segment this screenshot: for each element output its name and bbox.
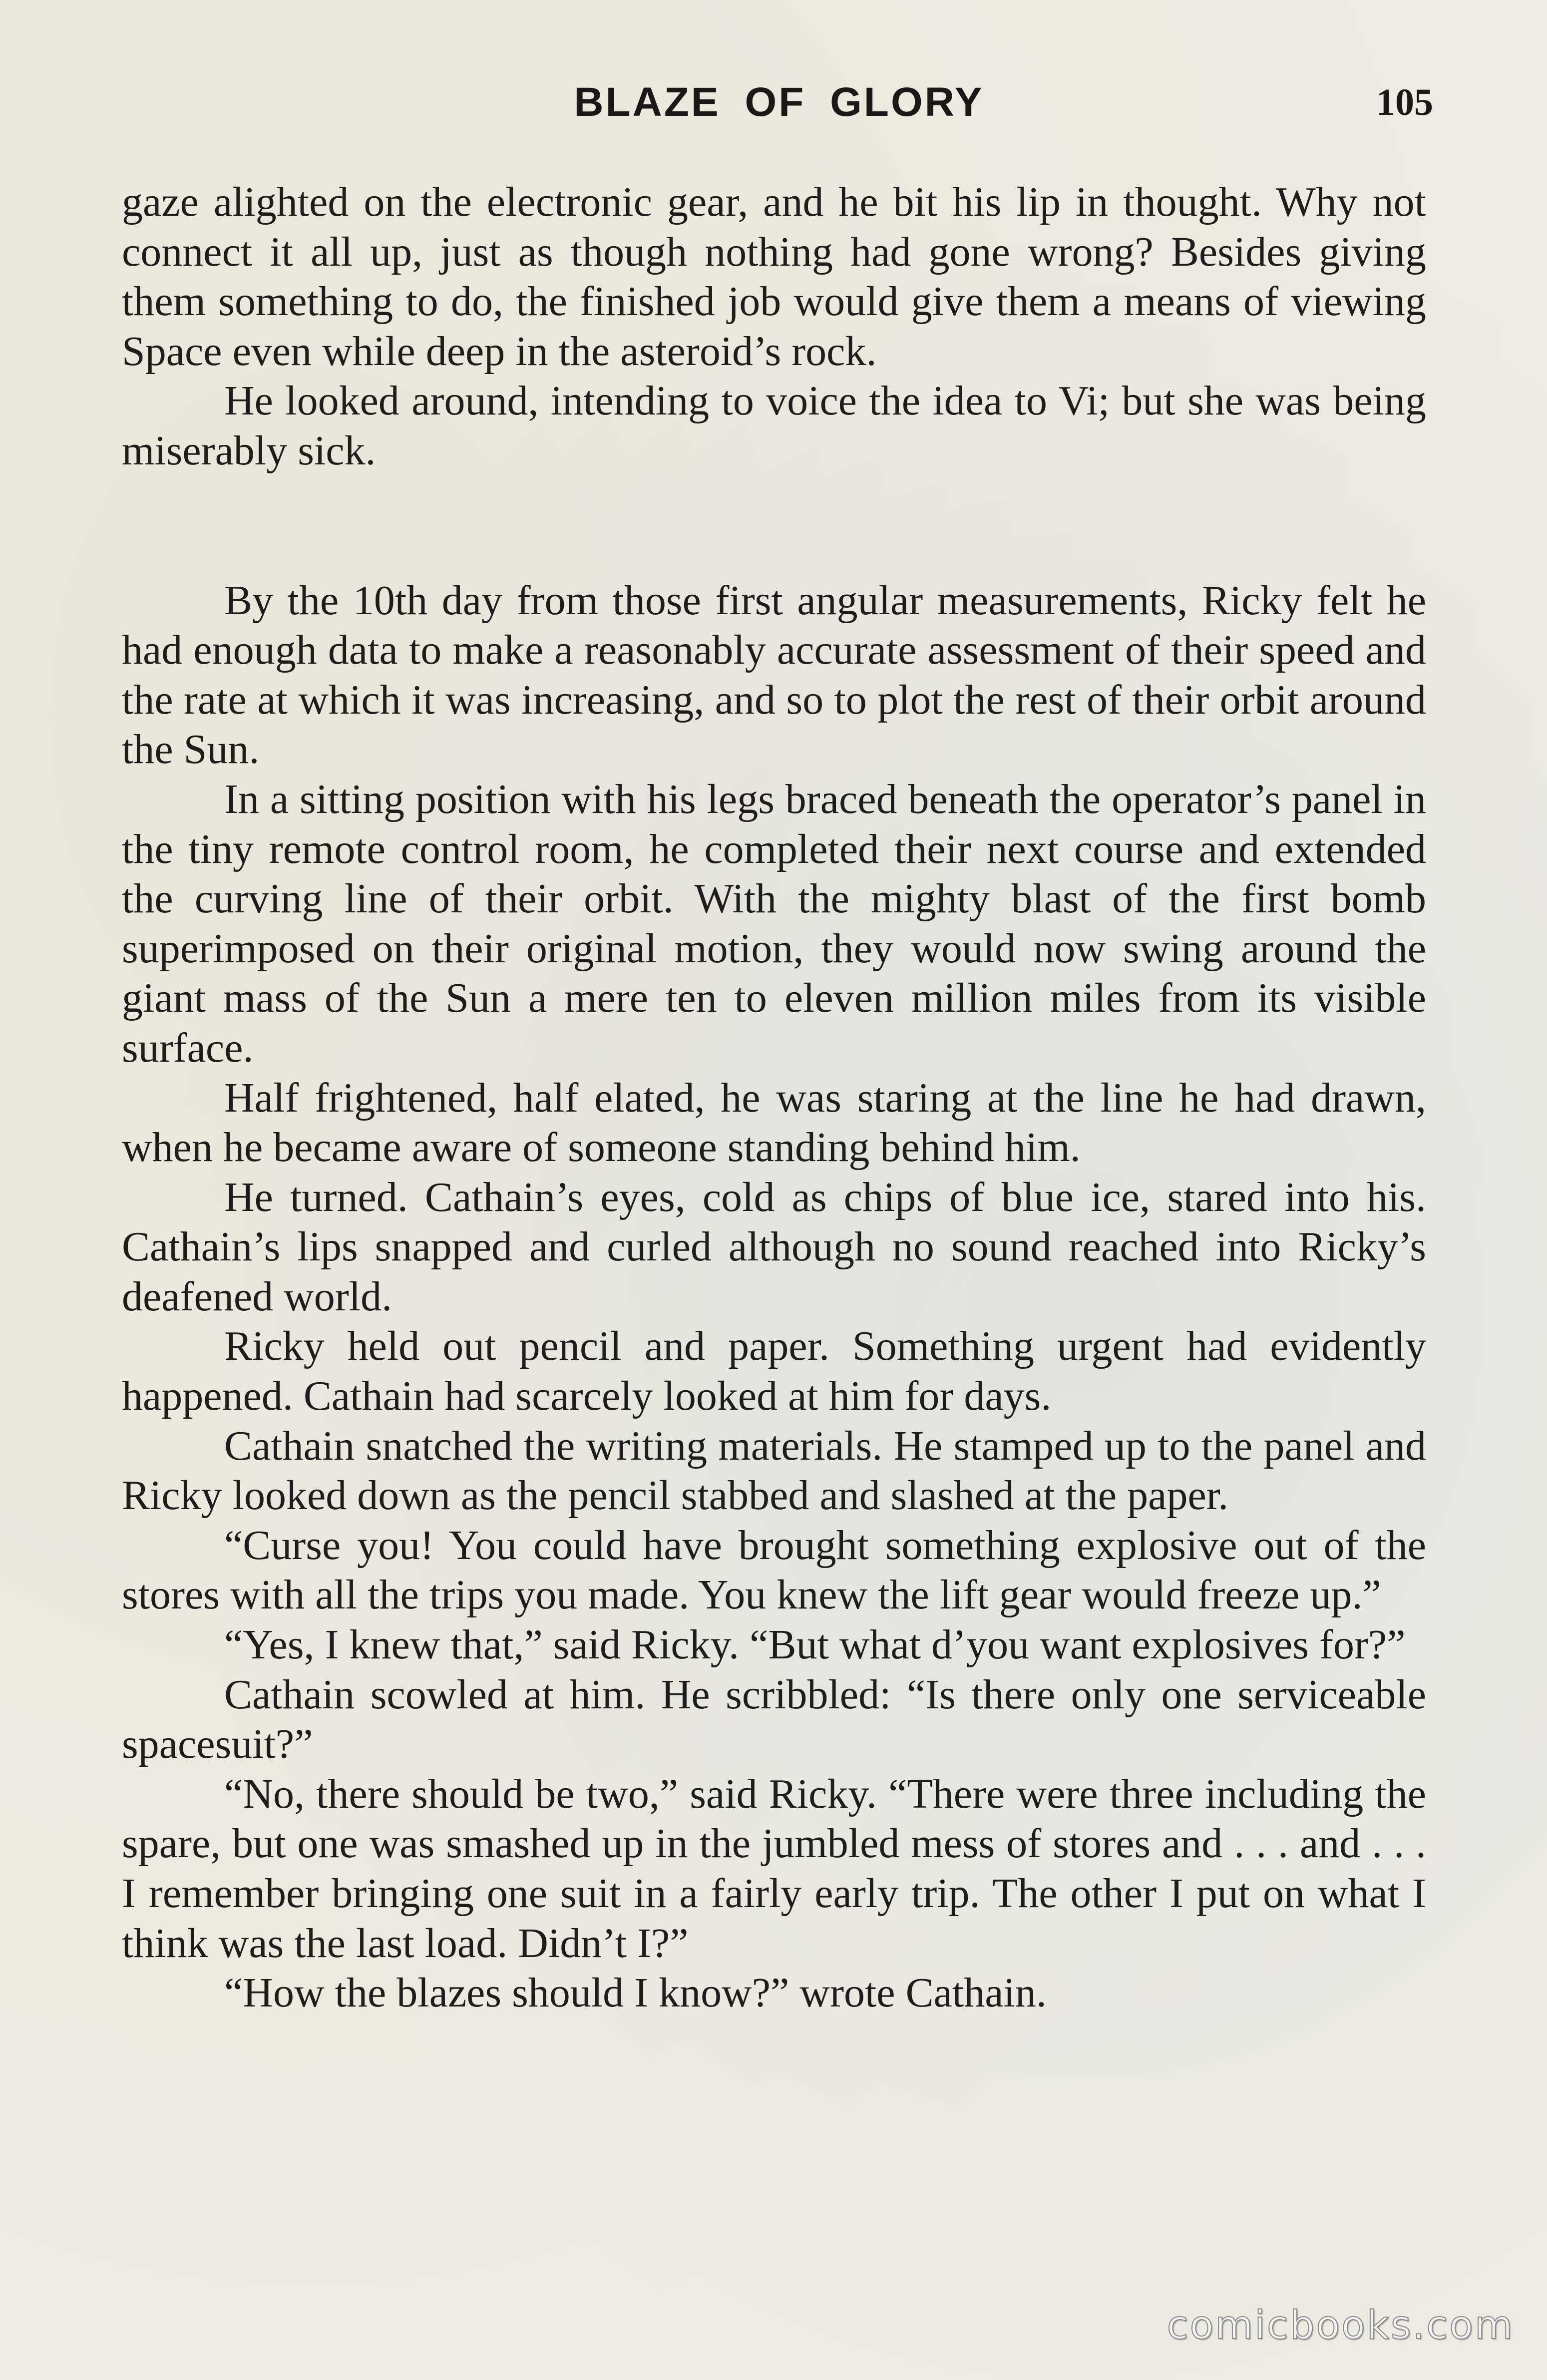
paragraph: Cathain scowled at him. He scribbled: “Is there only one serviceable spacesuit?” (122, 1671, 1426, 1768)
site-watermark: comicbooks.com (1166, 2303, 1514, 2348)
paragraph: “No, there should be two,” said Ricky. “There were three including the spare, but one was smashed up in the jumbled mess of stores and . . . and . . . I remember bringing one suit in a fairly early trip. The other I put on what I think was the last load. Didn’t I?” (122, 1770, 1426, 1967)
paragraph: In a sitting position with his legs braced beneath the operator’s panel in the tiny remote control room, he completed their next course and extended the curving line of their orbit. With the mighty blast of the first bomb superimposed on their original motion, they would now swing around the giant mass of the Sun a mere ten to eleven million miles from its visible surface. (122, 776, 1426, 1071)
paragraph: gaze alighted on the electronic gear, and he bit his lip in thought. Why not connect it all up, just as though nothing had gone wrong? Besides giving them something to do, the finished job would give them a means of viewing Space even while deep in the asteroid’s rock. (122, 179, 1426, 375)
paragraph: “How the blazes should I know?” wrote Cathain. (224, 1970, 1047, 2016)
paragraph: By the 10th day from those first angular measurements, Ricky felt he had enough data to make a reasonably accurate assessment of their speed and the rate at which it was increasing, and so to plot the rest of their orbit around the Sun. (122, 577, 1426, 773)
page-number: 105 (1376, 81, 1433, 123)
running-title: BLAZE OF GLORY (574, 79, 984, 125)
section-break (122, 476, 1426, 576)
paragraph: He turned. Cathain’s eyes, cold as chips of blue ice, stared into his. Cathain’s lips snapped and curled although no sound reached into Ricky’s deafened world. (122, 1174, 1426, 1320)
paragraph: Cathain snatched the writing materials. He stamped up to the panel and Ricky looked down as the pencil stabbed and slashed at the paper. (122, 1422, 1426, 1519)
paragraph: Ricky held out pencil and paper. Something urgent had evidently happened. Cathain had scarcely looked at him for days. (122, 1323, 1426, 1420)
paragraph: “Curse you! You could have brought something explosive out of the stores with all the trips you made. You knew the lift gear would freeze up.” (122, 1522, 1426, 1618)
paragraph: “Yes, I knew that,” said Ricky. “But what d’you want explosives for?” (224, 1621, 1406, 1668)
body-text (122, 177, 1426, 2018)
page-header (125, 75, 1433, 130)
paragraph: He looked around, intending to voice the idea to Vi; but she was being miserably sick. (122, 378, 1426, 474)
paragraph: Half frightened, half elated, he was staring at the line he had drawn, when he became aware of someone standing behind him. (122, 1074, 1426, 1171)
